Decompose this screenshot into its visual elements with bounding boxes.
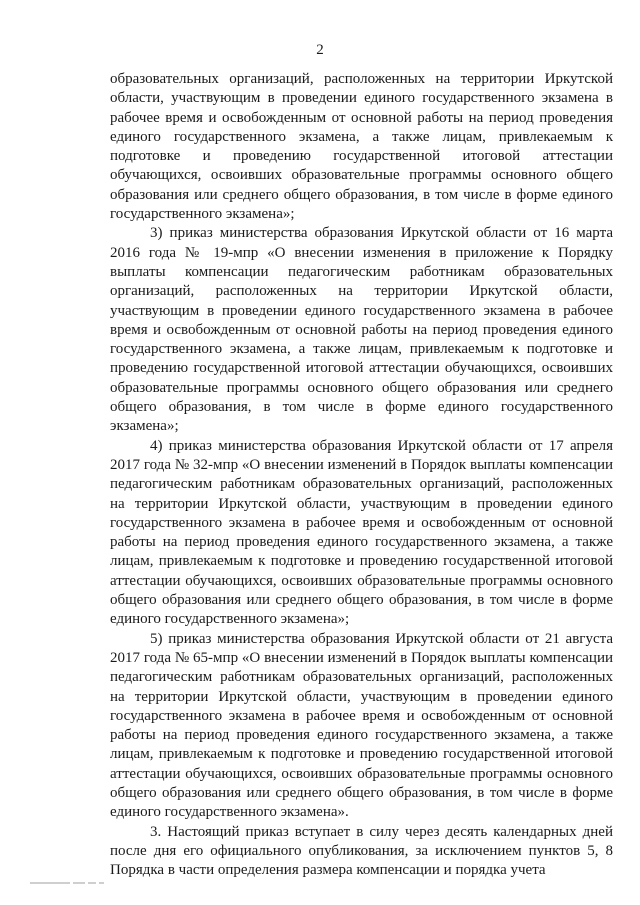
paragraph-continuation: образовательных организаций, расположенных на территории Иркутской области, участвующим в проведении единого государственного экзамена в рабочее время и освобожденным от основной работы на период проведения единого государственного экзамена, а также лицам, привлекаемым к подготовке и проведению государственной итоговой аттестации обучающихся, освоивших образовательные программы основного общего образования или среднего общего образования, в том числе в форме единого государственного экзамена»; (110, 71, 613, 223)
paragraph-item-4: 4) приказ министерства образования Иркутской области от 17 апреля 2017 года № 32-мпр «О внесении изменений в Порядок выплаты компенсации педагогическим работникам образовательных организаций, расположенных на территории Иркутской области, участвующим в проведении единого государственного экзамена в рабочее время и освобожденным от основной работы на период проведения единого государственного экзамена, а также лицам, привлекаемым к подготовке и проведению государственной итоговой аттестации обучающихся, освоивших образовательные программы основного общего образования или среднего общего образования, в том числе в форме единого государственного экзамена»; (110, 437, 613, 628)
paragraph-clause-3: 3. Настоящий приказ вступает в силу через десять календарных дней после дня его официального опубликования, за исключением пунктов 5, 8 Порядка в части определения размера компенсации и порядка учета (110, 823, 613, 879)
page-number: 2 (316, 42, 324, 58)
scan-footer-mark (30, 880, 115, 886)
paragraph-item-3: 3) приказ министерства образования Иркутской области от 16 марта 2016 года № 19-мпр «О внесении изменения в приложение к Порядку выплаты компенсации педагогическим работникам образовательных организаций, расположенных на территории Иркутской области, участвующим в проведении единого государственного экзамена в рабочее время и освобожденным от основной работы на период проведения единого государственного экзамена, а также лицам, привлекаемым к подготовке и проведению государственной итоговой аттестации обучающихся, освоивших образовательные программы основного общего образования или среднего общего образования, в том числе в форме единого государственного экзамена»; (110, 225, 613, 435)
paragraph-item-5: 5) приказ министерства образования Иркутской области от 21 августа 2017 года № 65-мпр «О внесении изменений в Порядок выплаты компенсации педагогическим работникам образовательных организаций, расположенных на территории Иркутской области, участвующим в проведении единого государственного экзамена в рабочее время и освобожденным от основной работы на период проведения единого государственного экзамена, а также лицам, привлекаемым к подготовке и проведению государственной итоговой аттестации обучающихся, освоивших образовательные программы основного общего образования или среднего общего образования, в том числе в форме единого государственного экзамена». (110, 630, 613, 821)
document-body (110, 70, 613, 880)
